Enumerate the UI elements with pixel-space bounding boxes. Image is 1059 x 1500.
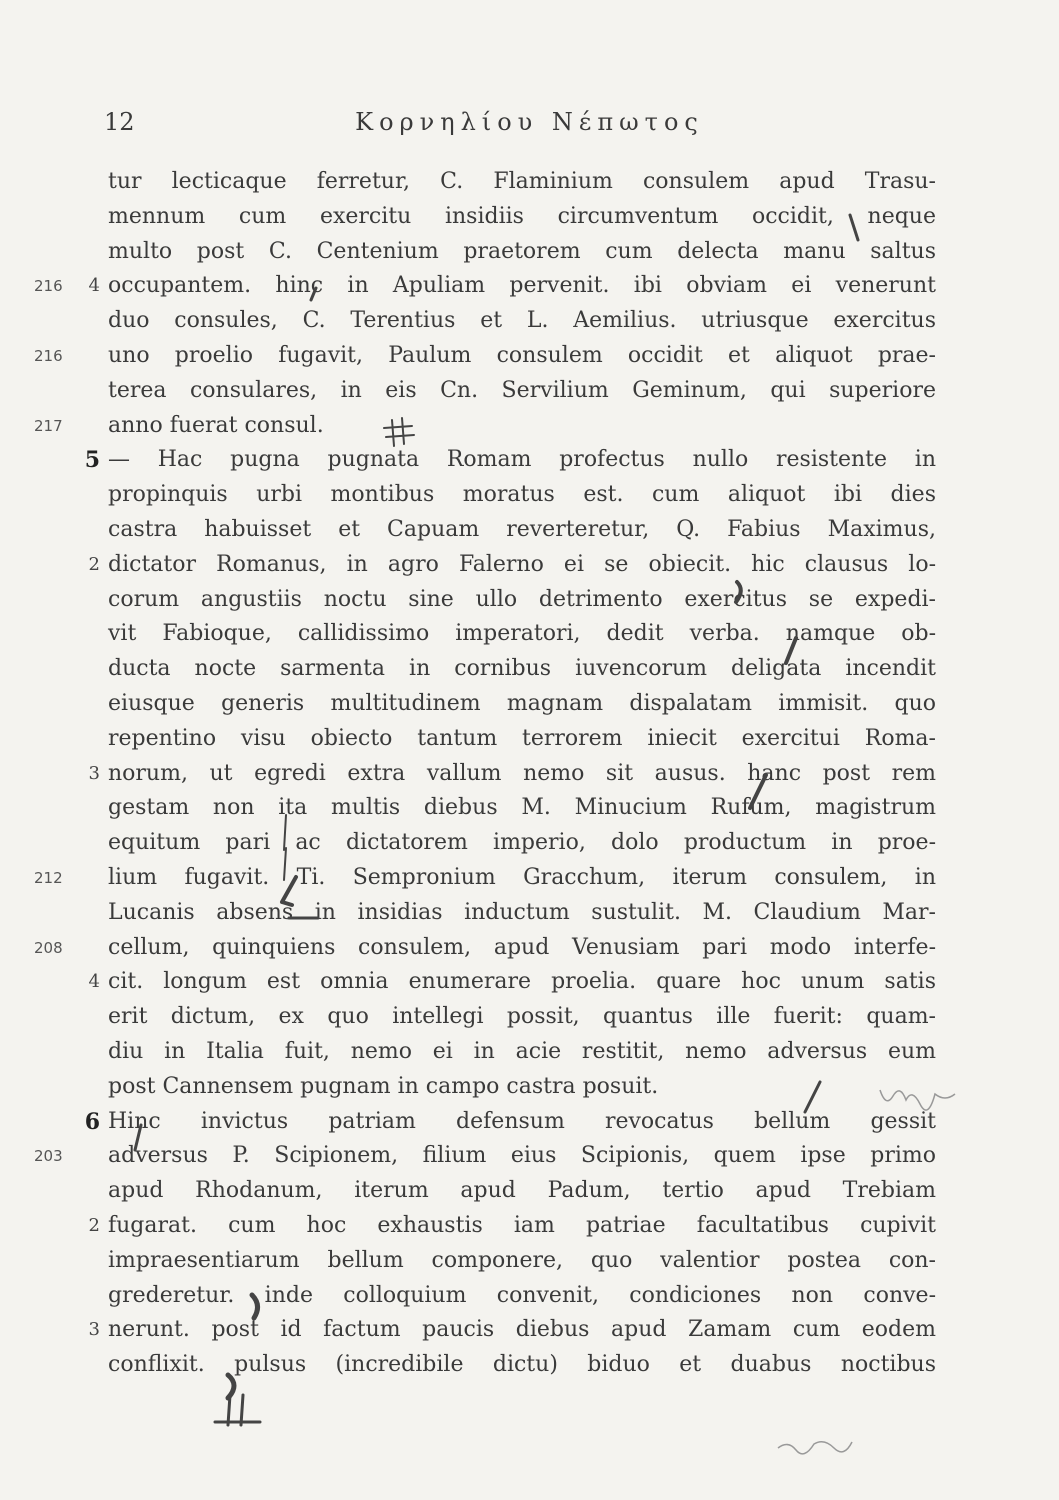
margin-year: 203 (34, 1147, 63, 1166)
text-line (0, 1348, 1059, 1383)
line-text: apud Rhodanum, iterum apud Padum, tertio apud Trebiam (108, 1178, 936, 1204)
line-text: equitum pari ac dictatorem imperio, dolo productum in proe- (108, 830, 936, 856)
line-text: duo consules, C. Terentius et L. Aemilius. utriusque exercitus (108, 308, 936, 334)
line-text: dictator Romanus, in agro Falerno ei se obiecit. hic clausus lo- (108, 551, 936, 577)
text-line (0, 304, 1059, 339)
margin-section-number: 2 (88, 1214, 100, 1236)
line-text: conflixit. pulsus (incredibile dictu) biduo et duabus noctibus (108, 1352, 936, 1378)
text-line (0, 931, 1059, 966)
text-line (0, 443, 1059, 478)
text-line (0, 1070, 1059, 1105)
text-line (0, 617, 1059, 652)
text-line (0, 826, 1059, 861)
line-text: repentino visu obiecto tantum terrorem iniecit exercitui Roma- (108, 725, 936, 751)
text-line (0, 165, 1059, 200)
text-line (0, 374, 1059, 409)
margin-section-number: 3 (88, 1319, 100, 1341)
line-text: nerunt. post id factum paucis diebus apud Zamam cum eodem (108, 1317, 936, 1343)
margin-chapter-number: 5 (84, 447, 100, 474)
line-text: gestam non ita multis diebus M. Minucium Rufum, magistrum (108, 795, 936, 821)
text-line (0, 687, 1059, 722)
line-text: Hinc invictus patriam defensum revocatus bellum gessit (108, 1108, 936, 1134)
text-line (0, 896, 1059, 931)
text-line (0, 513, 1059, 548)
text-line (0, 861, 1059, 896)
text-line (0, 1105, 1059, 1140)
margin-section-number: 4 (88, 971, 100, 993)
text-line (0, 583, 1059, 618)
text-line (0, 965, 1059, 1000)
text-line (0, 1279, 1059, 1314)
text-line (0, 1139, 1059, 1174)
text-line (0, 791, 1059, 826)
line-text: adversus P. Scipionem, filium eius Scipionis, quem ipse primo (108, 1143, 936, 1169)
line-text: cellum, quinquiens consulem, apud Venusiam pari modo interfe- (108, 934, 936, 960)
margin-section-number: 2 (88, 553, 100, 575)
line-text: uno proelio fugavit, Paulum consulem occidit et aliquot prae- (108, 342, 936, 368)
line-text: terea consulares, in eis Cn. Servilium Geminum, qui superiore (108, 377, 936, 403)
text-line (0, 1244, 1059, 1279)
text-block (0, 165, 1059, 1383)
line-text: Lucanis absens in insidias inductum sustulit. M. Claudium Mar- (108, 899, 936, 925)
text-line (0, 339, 1059, 374)
margin-year: 216 (34, 277, 63, 296)
text-line (0, 548, 1059, 583)
pencil-scribble-mark (778, 1442, 852, 1454)
text-line (0, 269, 1059, 304)
line-text: fugarat. cum hoc exhaustis iam patriae facultatibus cupivit (108, 1212, 936, 1238)
line-text: grederetur. inde colloquium convenit, condiciones non conve- (108, 1282, 936, 1308)
line-text: mennum cum exercitu insidiis circumventum occidit, neque (108, 203, 936, 229)
line-text: vit Fabioque, callidissimo imperatori, dedit verba. namque ob- (108, 621, 936, 647)
line-text: castra habuisset et Capuam reverteretur, Q. Fabius Maximus, (108, 516, 936, 542)
text-line (0, 409, 1059, 444)
line-text: propinquis urbi montibus moratus est. cum aliquot ibi dies (108, 482, 936, 508)
line-text: occupantem. hinc in Apuliam pervenit. ibi obviam ei venerunt (108, 273, 936, 299)
line-text: post Cannensem pugnam in campo castra posuit. (108, 1073, 659, 1099)
margin-section-number: 3 (88, 762, 100, 784)
margin-year: 216 (34, 346, 63, 365)
text-line (0, 722, 1059, 757)
text-line (0, 478, 1059, 513)
margin-section-number: 4 (88, 275, 100, 297)
text-line (0, 1209, 1059, 1244)
margin-chapter-number: 6 (84, 1108, 100, 1135)
text-line (0, 757, 1059, 792)
line-text: multo post C. Centenium praetorem cum delecta manu saltus (108, 238, 936, 264)
pencil-hash-mark (215, 1395, 260, 1425)
text-line (0, 652, 1059, 687)
margin-year: 208 (34, 938, 63, 957)
page-header (0, 108, 1059, 148)
line-text: norum, ut egredi extra vallum nemo sit ausus. hanc post rem (108, 760, 936, 786)
line-text: corum angustiis noctu sine ullo detrimento exercitus se expedi- (108, 586, 936, 612)
line-text: erit dictum, ex quo intellegi possit, quantus ille fuerit: quam- (108, 1004, 936, 1030)
line-text: eiusque generis multitudinem magnam dispalatam immisit. quo (108, 690, 936, 716)
margin-year: 217 (34, 416, 63, 435)
text-line (0, 1313, 1059, 1348)
line-text: impraesentiarum bellum componere, quo valentior postea con- (108, 1247, 936, 1273)
running-title: Κορνηλίου Νέπωτος (355, 108, 704, 136)
line-text: anno fuerat consul. (108, 412, 324, 438)
text-line (0, 200, 1059, 235)
line-text: ducta nocte sarmenta in cornibus iuvencorum deligata incendit (108, 656, 936, 682)
text-line (0, 1035, 1059, 1070)
page-number: 12 (104, 108, 135, 136)
line-text: cit. longum est omnia enumerare proelia. quare hoc unum satis (108, 969, 936, 995)
text-line (0, 235, 1059, 270)
line-text: — Hac pugna pugnata Romam profectus nullo resistente in (108, 447, 936, 473)
margin-year: 212 (34, 868, 63, 887)
text-line (0, 1174, 1059, 1209)
line-text: lium fugavit. Ti. Sempronium Gracchum, iterum consulem, in (108, 864, 936, 890)
line-text: tur lecticaque ferretur, C. Flaminium consulem apud Trasu- (108, 169, 936, 194)
text-line (0, 1000, 1059, 1035)
line-text: diu in Italia fuit, nemo ei in acie restitit, nemo adversus eum (108, 1038, 936, 1064)
